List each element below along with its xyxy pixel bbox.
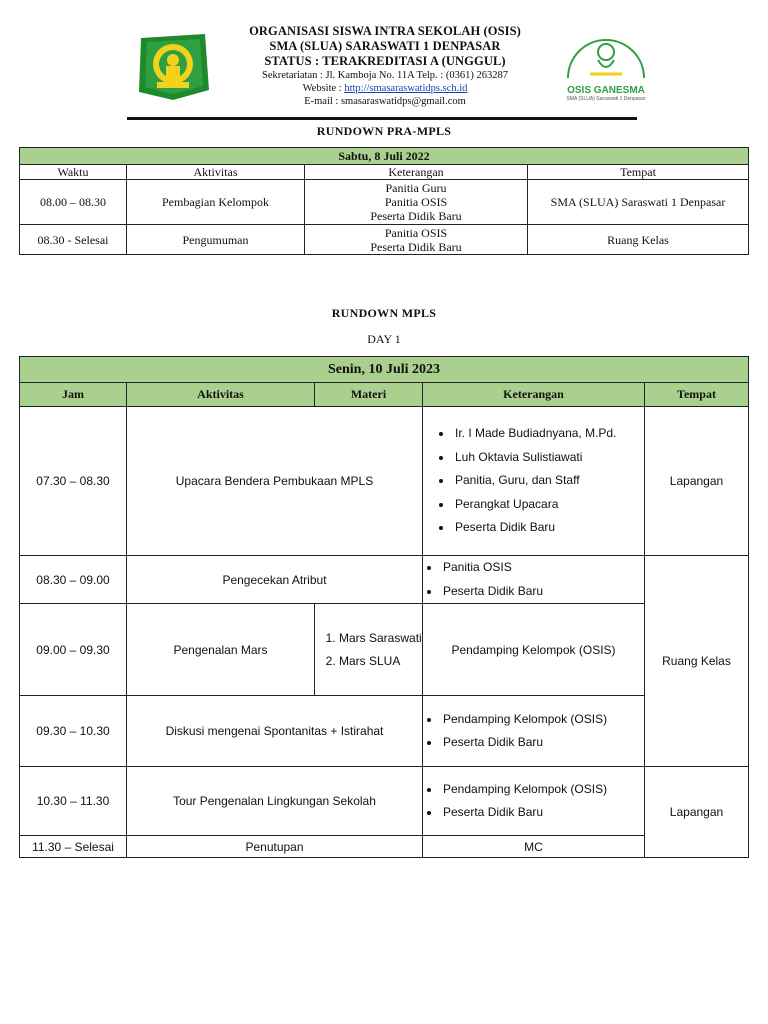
- pra-row1-aktivitas: Pembagian Kelompok: [127, 180, 305, 225]
- list-item: 2. Mars SLUA: [339, 650, 422, 673]
- pra-col-tempat: Tempat: [528, 165, 749, 180]
- table-row: [20, 836, 749, 858]
- letterhead: [0, 0, 768, 120]
- row4-aktivitas: Diskusi mengenai Spontanitas + Istirahat: [127, 696, 423, 767]
- list-item: • Pendamping Kelompok (OSIS): [441, 708, 644, 732]
- table-row: [20, 604, 749, 696]
- table-row: [20, 767, 749, 836]
- pra-row2-aktivitas: Pengumuman: [127, 225, 305, 255]
- ruang-kelas-cell: Ruang Kelas: [645, 556, 749, 767]
- school-crest-icon: [133, 30, 213, 102]
- table-row: [20, 180, 749, 225]
- list-item: • Pendamping Kelompok (OSIS): [441, 778, 644, 802]
- pra-date-header: Sabtu, 8 Juli 2022: [20, 148, 749, 165]
- list-item: • Panitia, Guru, dan Staff: [453, 469, 644, 493]
- row2-jam: 08.30 – 09.00: [20, 556, 127, 604]
- header-divider: [127, 117, 637, 120]
- osis-ganesma-logo: [560, 34, 652, 104]
- pra-row2-tempat: Ruang Kelas: [528, 225, 749, 255]
- table-row: [20, 225, 749, 255]
- row5-aktivitas: Tour Pengenalan Lingkungan Sekolah: [127, 767, 423, 836]
- mpls-col-keterangan: Keterangan: [423, 383, 645, 407]
- address-line: Sekretariatan : Jl. Kamboja No. 11A Telp. : (0361) 263287: [262, 70, 508, 81]
- pra-row1-tempat: SMA (SLUA) Saraswati 1 Denpasar: [528, 180, 749, 225]
- row3-jam: 09.00 – 09.30: [20, 604, 127, 696]
- pra-col-aktivitas: Aktivitas: [127, 165, 305, 180]
- logo-subtitle: SMA (SLUA) Saraswati 1 Denpasar: [566, 96, 646, 102]
- keterangan-line: Panitia OSIS: [384, 225, 448, 240]
- pra-row1-keterangan: [305, 180, 528, 225]
- list-item: • Luh Oktavia Sulistiawati: [453, 446, 644, 470]
- mpls-day: DAY 1: [367, 332, 401, 346]
- pra-row2-waktu: 08.30 - Selesai: [20, 225, 127, 255]
- pra-row1-waktu: 08.00 – 08.30: [20, 180, 127, 225]
- row6-aktivitas: Penutupan: [127, 836, 423, 858]
- mpls-col-aktivitas: Aktivitas: [127, 383, 315, 407]
- row3-keterangan: Pendamping Kelompok (OSIS): [423, 604, 645, 696]
- row3-materi: [315, 604, 423, 696]
- row1-keterangan: [423, 407, 645, 556]
- list-item: • Peserta Didik Baru: [453, 516, 644, 540]
- pra-row2-keterangan: [305, 225, 528, 255]
- row6-keterangan: MC: [423, 836, 645, 858]
- list-item: 1. Mars Saraswati: [339, 627, 422, 650]
- row3-aktivitas: Pengenalan Mars: [127, 604, 315, 696]
- school-name: SMA (SLUA) SARASWATI 1 DENPASAR: [269, 39, 501, 53]
- mpls-table: [19, 356, 749, 858]
- keterangan-line: Panitia OSIS: [384, 195, 448, 209]
- mpls-col-tempat: Tempat: [645, 383, 749, 407]
- mpls-title: RUNDOWN MPLS: [331, 306, 437, 320]
- row2-keterangan: [423, 556, 645, 604]
- pra-col-waktu: Waktu: [20, 165, 127, 180]
- keterangan-line: Peserta Didik Baru: [370, 239, 462, 254]
- mpls-col-materi: Materi: [315, 383, 423, 407]
- mpls-date-header: Senin, 10 Juli 2023: [20, 357, 749, 383]
- row2-aktivitas: Pengecekan Atribut: [127, 556, 423, 604]
- row4-keterangan: [423, 696, 645, 767]
- list-item: • Peserta Didik Baru: [441, 731, 644, 755]
- email-line: E-mail : smasaraswatidps@gmail.com: [304, 96, 466, 107]
- keterangan-line: Peserta Didik Baru: [370, 209, 462, 223]
- keterangan-line: Panitia Guru: [385, 181, 447, 195]
- row5-keterangan: [423, 767, 645, 836]
- list-item: • Panitia OSIS: [441, 556, 644, 580]
- row1-tempat: Lapangan: [645, 407, 749, 556]
- table-row: [20, 556, 749, 604]
- table-row: [20, 407, 749, 556]
- pra-mpls-title: RUNDOWN PRA-MPLS: [316, 124, 452, 138]
- row4-jam: 09.30 – 10.30: [20, 696, 127, 767]
- row5-jam: 10.30 – 11.30: [20, 767, 127, 836]
- ganesha-icon: [560, 34, 652, 80]
- list-item: • Peserta Didik Baru: [441, 580, 644, 604]
- row6-jam: 11.30 – Selesai: [20, 836, 127, 858]
- row1-aktivitas: Upacara Bendera Pembukaan MPLS: [127, 407, 423, 556]
- website-link[interactable]: http://smasaraswatidps.sch.id: [344, 83, 468, 94]
- pra-col-keterangan: Keterangan: [305, 165, 528, 180]
- mpls-col-jam: Jam: [20, 383, 127, 407]
- list-item: • Peserta Didik Baru: [441, 801, 644, 825]
- website-line: Website : http://smasaraswatidps.sch.id: [302, 83, 468, 94]
- table-row: [20, 696, 749, 767]
- accreditation-status: STATUS : TERAKREDITASI A (UNGGUL): [264, 54, 506, 68]
- lapangan-cell: Lapangan: [645, 767, 749, 858]
- org-name: ORGANISASI SISWA INTRA SEKOLAH (OSIS): [249, 24, 521, 38]
- row1-jam: 07.30 – 08.30: [20, 407, 127, 556]
- logo-name: OSIS GANESMA: [567, 85, 645, 96]
- list-item: • Perangkat Upacara: [453, 493, 644, 517]
- pra-mpls-table: [19, 147, 749, 255]
- list-item: • Ir. I Made Budiadnyana, M.Pd.: [453, 422, 644, 446]
